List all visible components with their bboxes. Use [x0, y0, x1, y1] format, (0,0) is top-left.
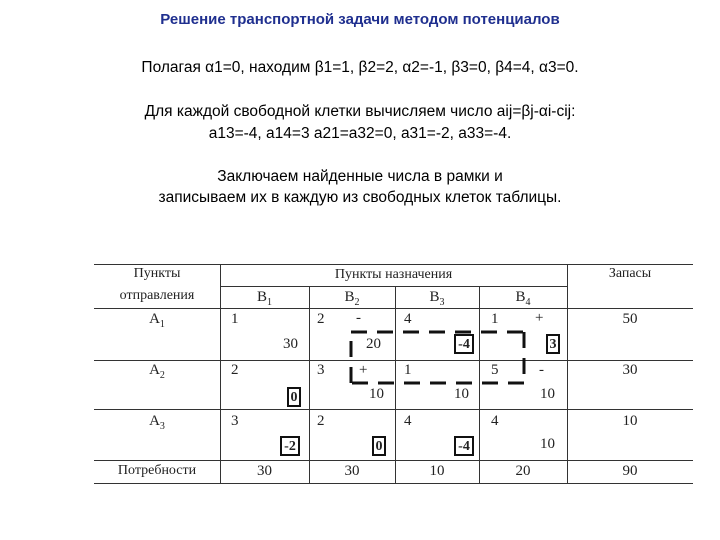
col-header-b4: $B_4$ [515, 289, 531, 308]
cost-a1-b1: 1 [231, 311, 239, 327]
supply-a3: 10 [622, 413, 638, 429]
text-line-instruction-1: Заключаем найденные числа в рамки и [217, 168, 503, 185]
header-destinations: Пункты назначения [334, 267, 453, 282]
estimate-box-a3-b3: -4 [454, 436, 474, 456]
cost-a3-b2: 2 [317, 413, 325, 429]
transport-table [94, 264, 693, 485]
amount-a1-b1: 30 [283, 336, 298, 352]
amount-a2-b2: 10 [369, 386, 384, 402]
col-header-b2: $B_2$ [344, 289, 360, 308]
demand-b4: 20 [515, 463, 531, 479]
supply-a1: 50 [622, 311, 638, 327]
col-header-b3: $B_3$ [429, 289, 445, 308]
estimate-box-a2-b1: 0 [287, 387, 301, 407]
text-line-instruction-2: записываем их в каждую из свободных клеток таблицы. [158, 189, 562, 206]
header-supply: Запасы [608, 266, 652, 281]
demand-b1: 30 [257, 463, 272, 479]
amount-a1-b2: 20 [366, 336, 381, 352]
amount-a3-b4: 10 [540, 436, 555, 452]
cost-a1-b3: 4 [404, 311, 412, 327]
header-origins-line1: Пункты [133, 266, 181, 281]
cost-a2-b4: 5 [491, 362, 499, 378]
sign-a2-b2: + [359, 362, 368, 378]
amount-a2-b4: 10 [540, 386, 555, 402]
row-label-a1: $A_1$ [149, 311, 165, 330]
row-label-a2: $A_2$ [149, 362, 165, 381]
cost-a3-b3: 4 [404, 413, 412, 429]
col-header-b1: $B_1$ [256, 289, 272, 308]
cost-a2-b1: 2 [231, 362, 239, 378]
estimate-box-a3-b2: 0 [372, 436, 386, 456]
demand-b2: 30 [344, 463, 360, 479]
sign-a1-b2: - [356, 310, 361, 326]
header-origins-line2: отправления [119, 288, 195, 303]
cost-a3-b4: 4 [491, 413, 499, 429]
row-label-a3: $A_3$ [149, 413, 165, 432]
cost-a1-b2: 2 [317, 311, 325, 327]
cost-a2-b3: 1 [404, 362, 412, 378]
demand-label: Потребности [117, 463, 197, 478]
slide-title: Решение транспортной задачи методом потенциалов [160, 11, 560, 28]
supply-a2: 30 [622, 362, 638, 378]
cost-a3-b1: 3 [231, 413, 239, 429]
estimate-box-a1-b4: 3 [546, 334, 560, 354]
text-line-rule: Для каждой свободной клетки вычисляем число aij=βj-αi-cij: [144, 103, 576, 120]
estimate-box-a1-b3: -4 [454, 334, 474, 354]
text-line-potentials: Полагая α1=0, находим β1=1, β2=2, α2=-1, β3=0, β4=4, α3=0. [141, 59, 579, 76]
sign-a2-b4: - [539, 362, 544, 378]
demand-b3: 10 [429, 463, 445, 479]
cost-a1-b4: 1 [491, 311, 499, 327]
amount-a2-b3: 10 [454, 386, 469, 402]
cost-a2-b2: 3 [317, 362, 325, 378]
sign-a1-b4: + [535, 310, 544, 326]
text-line-values: a13=-4, a14=3 a21=a32=0, a31=-2, a33=-4. [208, 125, 512, 142]
demand-total: 90 [622, 463, 638, 479]
estimate-box-a3-b1: -2 [280, 436, 300, 456]
